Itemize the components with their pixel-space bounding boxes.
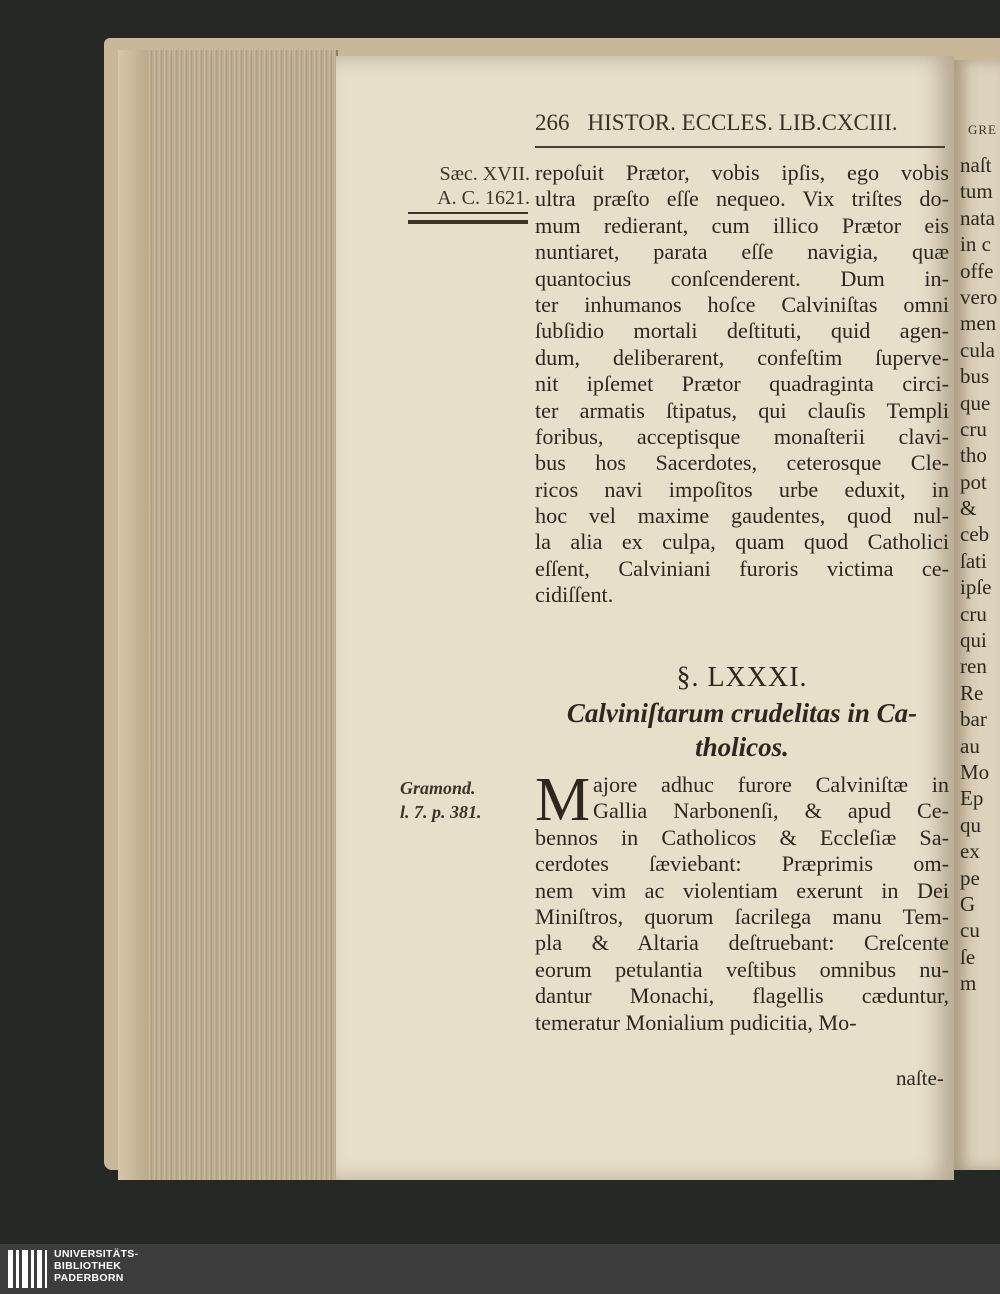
margin-note-date [404, 162, 530, 210]
text-line: Gallia Narbonenſi, & apud Ce- [593, 798, 949, 824]
facing-page-fragment: bus [960, 364, 990, 389]
library-logo-text [54, 1248, 138, 1284]
text-line: cidiſſent. [535, 582, 614, 608]
facing-page-fragment: bar [960, 707, 987, 732]
facing-page-fragment: naſt [960, 153, 992, 177]
facing-page-fragment: cru [960, 416, 987, 441]
margin-rule [408, 212, 528, 214]
text-line: cerdotes ſæviebant: Præprimis om- [535, 851, 949, 877]
text-line: ſubſidio mortali deſtituti, quid agen- [535, 318, 949, 344]
section-title [535, 696, 949, 764]
text-line: nit ipſemet Prætor quadraginta circi- [535, 371, 949, 397]
facing-page-fragment: au [960, 733, 980, 758]
facing-page-fragment: ſati [960, 548, 987, 573]
text-line: la alia ex culpa, quam quod Catholici [535, 529, 949, 555]
text-line: eorum petulantia veſtibus omnibus nu- [535, 956, 949, 982]
facing-page-fragment: & [960, 496, 977, 521]
running-head [535, 110, 935, 142]
facing-page-fragment: pe [960, 865, 980, 890]
facing-page-fragment: tum [960, 179, 993, 204]
facing-page-fragment: qui [960, 628, 987, 653]
text-line: nuntiaret, parata eſſe navigia, quæ [535, 239, 949, 265]
section-number: §. LXXXI. [676, 662, 808, 693]
facing-page-head: GRE [968, 122, 997, 137]
facing-page-fragment: pot [960, 469, 987, 494]
library-logo-icon [8, 1250, 48, 1288]
facing-page-fragment: men [960, 311, 997, 336]
text-line: nem vim ac violentiam exerunt in Dei [535, 877, 949, 903]
catchword: naſte- [896, 1066, 944, 1090]
facing-page-fragment: ipſe [960, 575, 992, 600]
facing-page-fragment: Mo [960, 759, 990, 784]
text-line: dum, deliberarent, confeſtim ſuperve- [535, 344, 949, 370]
text-line: dantur Monachi, flagellis cæduntur, [535, 983, 949, 1009]
facing-page-fragment: ſe [960, 944, 976, 969]
text-line: mum redierant, cum illico Prætor eis [535, 212, 949, 238]
text-line: ricos navi impoſitos urbe eduxit, in [535, 476, 949, 502]
facing-page-fragment: qu [960, 812, 981, 837]
facing-page-fragment: Ep [960, 786, 984, 811]
section-title-line: Calviniſtarum crudelitas in Ca- [566, 698, 918, 728]
text-line: foribus, acceptisque monaſterii clavi- [535, 423, 949, 449]
facing-page-fragment: in c [960, 232, 991, 257]
text-line: hoc vel maxime gaudentes, quod nul- [535, 503, 949, 529]
facing-page-fragment: tho [960, 443, 987, 468]
facing-page-fragment: ceb [960, 522, 990, 547]
text-line: bus hos Sacerdotes, ceterosque Cle- [535, 450, 949, 476]
footer-band [0, 1244, 1000, 1294]
margin-note-year: A. C. 1621. [437, 187, 530, 209]
facing-page-fragment: nata [960, 205, 995, 230]
text-line: bennos in Catholicos & Eccleſiæ Sa- [535, 824, 949, 850]
margin-note-century: Sæc. XVII. [439, 163, 530, 185]
facing-page-fragment: Re [960, 680, 984, 705]
margin-note-citation: l. 7. p. 381. [400, 802, 482, 822]
section-title-line: tholicos. [695, 732, 789, 762]
text-line: pla & Altaria deſtruebant: Creſcente [535, 930, 949, 956]
facing-page-fragment: m [960, 971, 977, 996]
text-line: ultra præſto eſſe nequeo. Vix triſtes do- [535, 186, 949, 212]
facing-page-fragment: vero [960, 284, 998, 309]
text-line: eſſent, Calviniani furoris victima ce- [535, 555, 949, 581]
text-line: Miniſtros, quorum ſacrilega manu Tem- [535, 903, 949, 929]
text-line: ajore adhuc furore Calviniſtæ in [593, 772, 949, 797]
logo-line: PADERBORN [54, 1272, 124, 1284]
running-title: HISTOR. ECCLES. LIB.CXCIII. [587, 110, 898, 135]
margin-note-author: Gramond. [400, 778, 476, 798]
logo-line: BIBLIOTHEK [54, 1260, 122, 1272]
margin-note-reference [400, 776, 518, 824]
facing-page-fragment: cru [960, 601, 987, 626]
page-number: 266 [535, 110, 570, 135]
logo-line: UNIVERSITÄTS- [54, 1248, 139, 1260]
text-line: ter inhumanos hoſce Calviniſtas omni [535, 291, 949, 317]
text-line: ter armatis ſtipatus, qui clauſis Templi [535, 397, 949, 423]
margin-rule-thick [408, 220, 528, 224]
page-edges [118, 50, 338, 1180]
drop-capital: M [535, 766, 591, 834]
facing-page-fragment: cu [960, 918, 980, 943]
facing-page-fragment: cula [960, 337, 995, 362]
facing-page-fragment: ren [960, 654, 987, 679]
text-line: repoſuit Prætor, vobis ipſis, ego vobis [535, 160, 949, 185]
facing-page-fragment: G [960, 891, 976, 916]
text-line: temeratur Monialium pudicitia, Mo- [535, 1009, 857, 1035]
text-line: quantocius conſcenderent. Dum in- [535, 265, 949, 291]
header-rule [535, 146, 945, 148]
facing-page-fragment: que [960, 390, 991, 415]
facing-page-text [960, 152, 1000, 997]
paragraph-1 [535, 160, 949, 609]
facing-page-fragment: ex [960, 839, 980, 864]
paragraph-2 [535, 766, 949, 1036]
facing-page-fragment: offe [960, 258, 994, 283]
